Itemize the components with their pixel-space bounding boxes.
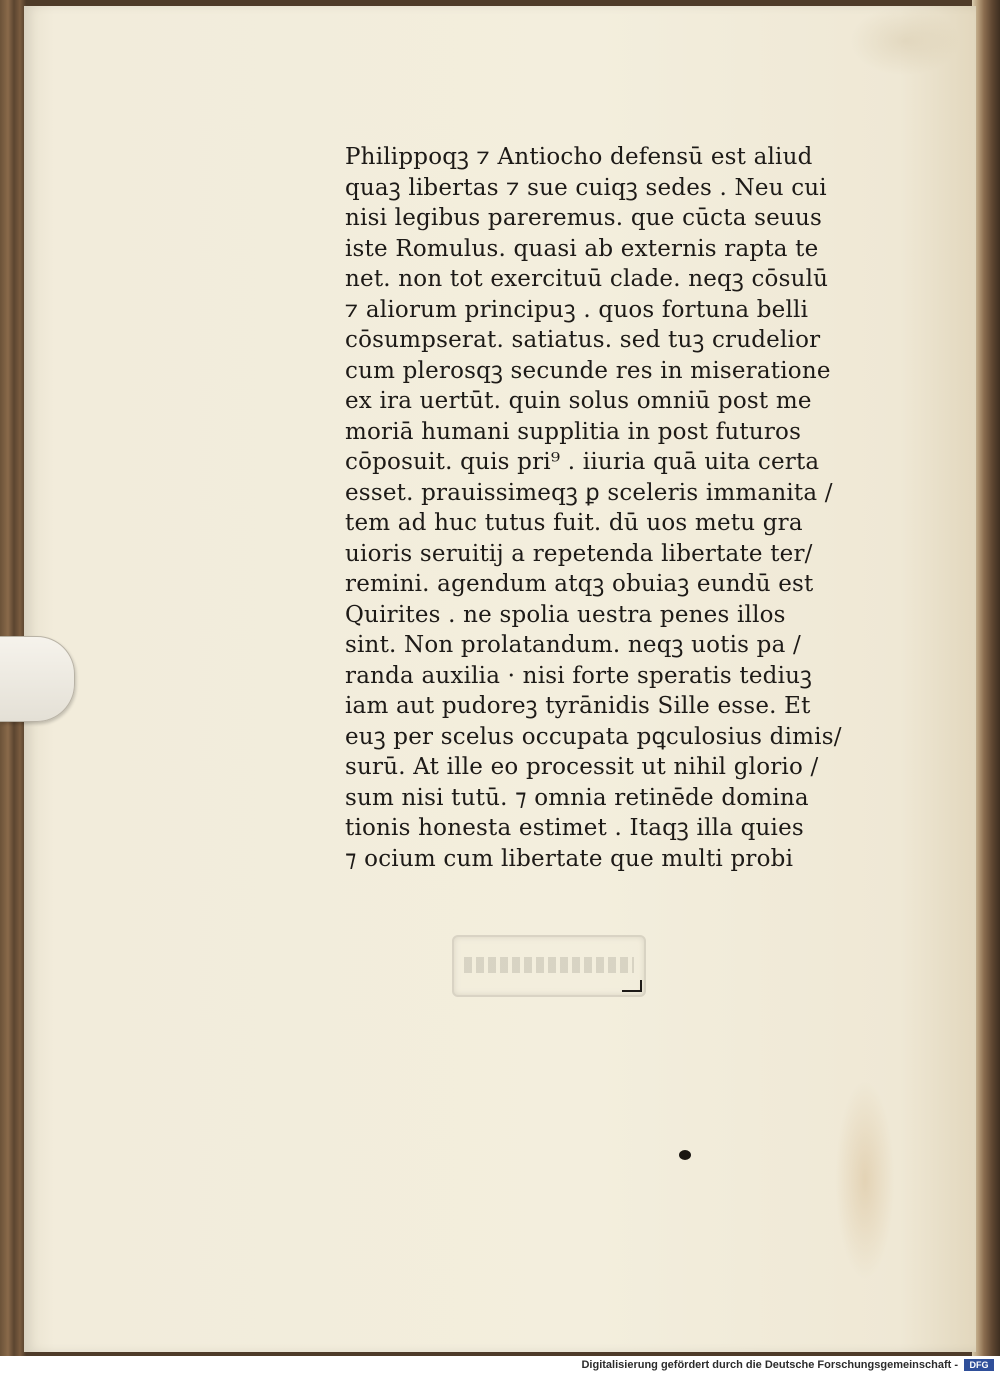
page-stain <box>850 6 960 76</box>
text-line: iam aut pudoreꝫ tyrānidis Sille esse. Et <box>345 693 811 719</box>
dfg-logo-icon: DFG <box>964 1359 994 1371</box>
text-line: net. non tot exercituū clade. neqꝫ cōsulū <box>345 266 829 292</box>
text-line: ex ira uertūt. quin solus omniū post me <box>345 388 812 414</box>
text-line: quaꝫ libertas ⁊ sue cuiqꝫ sedes . Neu cui <box>345 174 827 201</box>
text-line: ⁊ aliorum principuꝫ . quos fortuna belli <box>345 296 809 323</box>
ink-mark <box>622 980 642 992</box>
text-line: cum plerosqꝫ secunde res in miseratione <box>345 357 831 384</box>
text-line: nisi legibus pareremus. que cūcta seuus <box>345 205 822 231</box>
text-line: Quirites . ne spolia uestra penes illos <box>345 601 786 628</box>
text-line: sint. Non prolatandum. neqꝫ uotis pa / <box>345 632 801 658</box>
text-line: euꝫ per scelus occupata pꝗculosius dimis/ <box>345 723 842 750</box>
printed-text-block <box>345 142 885 874</box>
page-edge <box>972 0 1000 1356</box>
text-line: sum nisi tutū. ⁊ omnia retinēde domina <box>345 784 809 811</box>
text-line: randa auxilia · nisi forte speratis tediuꝫ <box>345 662 813 689</box>
blind-stamp <box>452 935 646 997</box>
funding-credit: Digitalisierung gefördert durch die Deutsche Forschungsgemeinschaft - <box>581 1359 958 1371</box>
text-line: esset. prauissimeqꝫ ꝑ sceleris immanita / <box>345 479 833 506</box>
ink-dot <box>679 1150 691 1160</box>
page-stain <box>835 1080 895 1280</box>
text-line: tem ad huc tutus fuit. dū uos metu gra <box>345 510 803 536</box>
footer-bar <box>0 1356 1000 1374</box>
text-line: iste Romulus. quasi ab externis rapta te <box>345 235 819 262</box>
clasp-icon <box>0 636 75 722</box>
text-line: uioris seruitij a repetenda libertate ter/ <box>345 540 813 567</box>
text-line: moriā humani supplitia in post futuros <box>345 418 802 445</box>
text-line: cōsumpserat. satiatus. sed tuꝫ crudelior <box>345 327 821 353</box>
text-line: tionis honesta estimet . Itaqꝫ illa quies <box>345 815 804 841</box>
blind-stamp-impression <box>464 957 634 973</box>
text-line: ⁊ ocium cum libertate que multi probi <box>345 845 794 872</box>
text-line: surū. At ille eo processit ut nihil glorio / <box>345 754 819 780</box>
text-line: Philippoqꝫ ⁊ Antiocho defensū est aliud <box>345 144 813 170</box>
text-line: remini. agendum atqꝫ obuiaꝫ eundū est <box>345 571 814 597</box>
text-line: cōposuit. quis pri⁹ . iiuria quā uita certa <box>345 449 820 475</box>
